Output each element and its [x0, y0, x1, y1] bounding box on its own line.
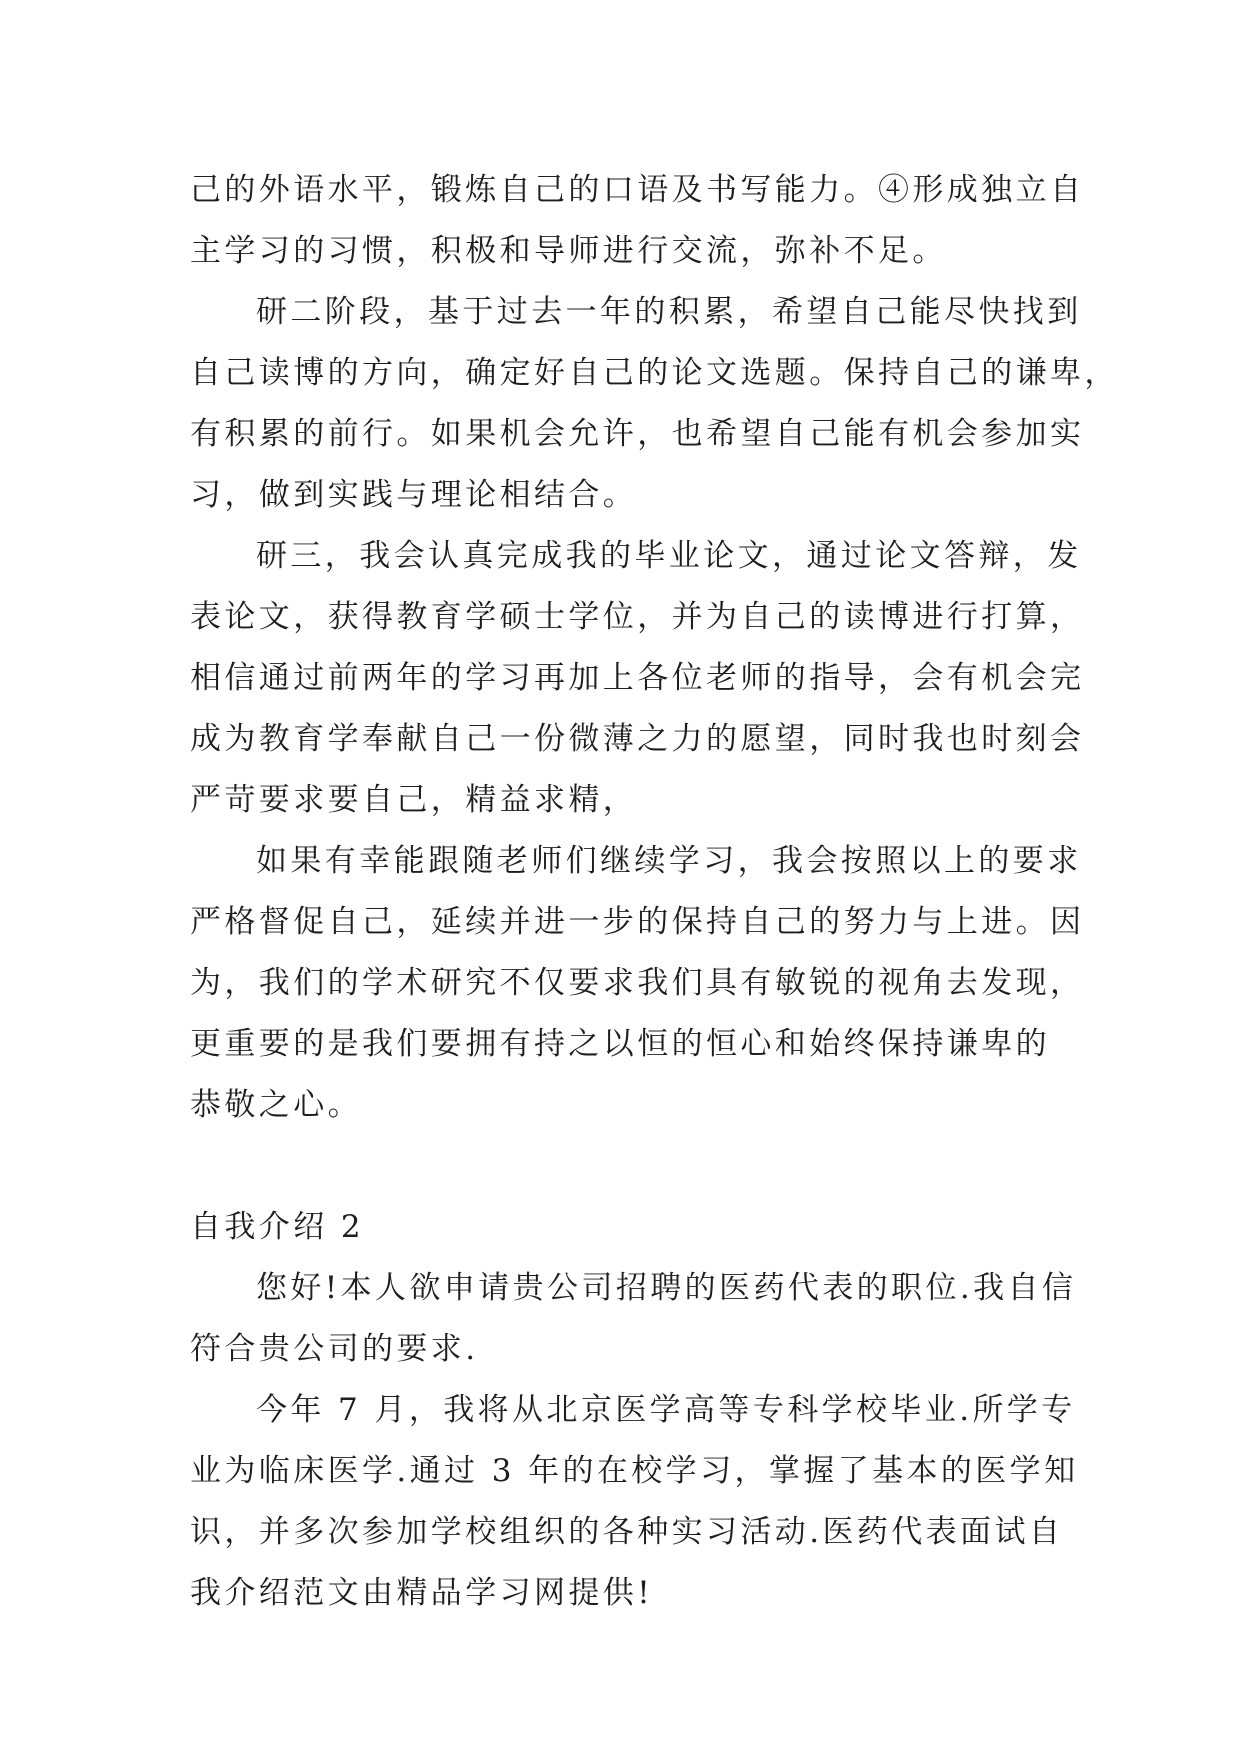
- text-line: 今年 7 月，我将从北京医学高等专科学校毕业.所学专: [256, 1392, 1076, 1428]
- paragraph-year-two: [190, 282, 1119, 526]
- text-line: 更重要的是我们要拥有持之以恒的恒心和始终保持谦卑的: [190, 1026, 1050, 1062]
- text-line: 习，做到实践与理论相结合。: [190, 477, 638, 513]
- document-body: [190, 160, 1119, 1624]
- text-line: 业为临床医学.通过 3 年的在校学习，掌握了基本的医学知: [190, 1453, 1079, 1489]
- text-line: 恭敬之心。: [190, 1087, 362, 1123]
- section-spacer: [190, 1136, 1050, 1197]
- text-line: 成为教育学奉献自己一份微薄之力的愿望，同时我也时刻会: [190, 721, 1085, 757]
- text-line: 严格督促自己，延续并进一步的保持自己的努力与上进。因: [190, 904, 1085, 940]
- text-line: 相信通过前两年的学习再加上各位老师的指导，会有机会完: [190, 660, 1085, 696]
- text-line: 己的外语水平，锻炼自己的口语及书写能力。④形成独立自: [190, 172, 1085, 208]
- text-line: 如果有幸能跟随老师们继续学习，我会按照以上的要求: [256, 843, 1082, 879]
- paragraph-foreign-language: [190, 160, 1085, 282]
- paragraph-year-three: [190, 526, 1085, 831]
- text-line: 主学习的习惯，积极和导师进行交流，弥补不足。: [190, 233, 947, 269]
- paragraph-greeting: [190, 1258, 1077, 1380]
- text-line: 严苛要求要自己，精益求精，: [190, 782, 638, 818]
- text-line: 为，我们的学术研究不仅要求我们具有敏锐的视角去发现，: [190, 965, 1085, 1001]
- text-line: 研二阶段，基于过去一年的积累，希望自己能尽快找到: [256, 294, 1082, 330]
- text-line: 表论文，获得教育学硕士学位，并为自己的读博进行打算，: [190, 599, 1085, 635]
- paragraph-continue-study: [190, 831, 1085, 1136]
- section-heading: 自我介绍 2: [190, 1209, 364, 1245]
- text-line: 研三，我会认真完成我的毕业论文，通过论文答辩，发: [256, 538, 1082, 574]
- text-line: 有积累的前行。如果机会允许，也希望自己能有机会参加实: [190, 416, 1085, 452]
- text-line: 您好!本人欲申请贵公司招聘的医药代表的职位.我自信: [256, 1270, 1077, 1306]
- text-line: 自己读博的方向，确定好自己的论文选题。保持自己的谦卑，: [190, 355, 1119, 391]
- paragraph-background: [190, 1380, 1079, 1624]
- text-line: 我介绍范文由精品学习网提供!: [190, 1575, 654, 1611]
- text-line: 识，并多次参加学校组织的各种实习活动.医药代表面试自: [190, 1514, 1064, 1550]
- text-line: 符合贵公司的要求.: [190, 1331, 479, 1367]
